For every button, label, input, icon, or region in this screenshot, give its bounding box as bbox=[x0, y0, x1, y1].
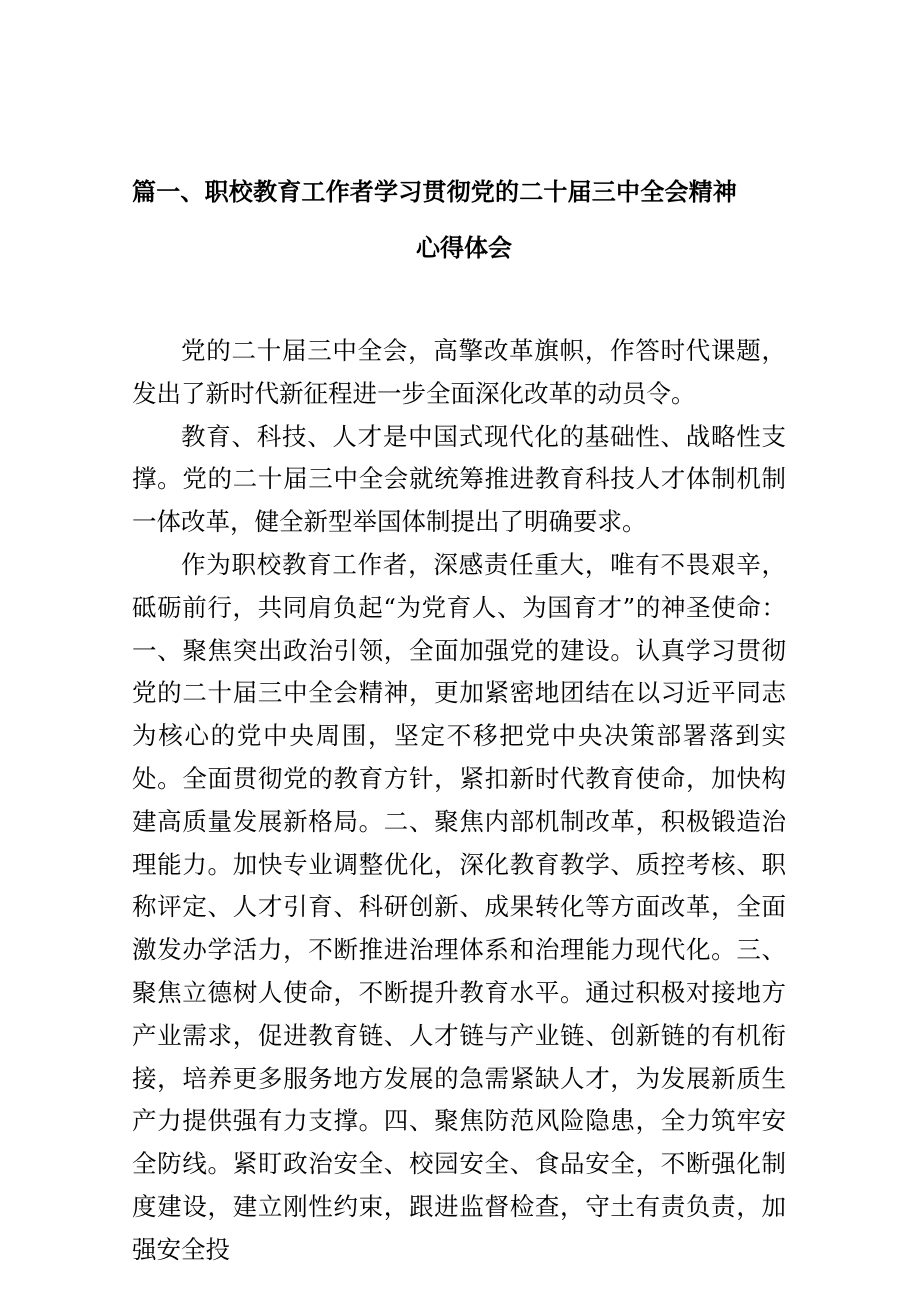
paragraph: 党的二十届三中全会，高擎改革旗帜，作答时代课题，发出了新时代新征程进一步全面深化改革的动员令。 bbox=[132, 336, 786, 408]
paragraph: 作为职校教育工作者，深感责任重大，唯有不畏艰辛，砥砺前行，共同肩负起“为党育人、为国育才”的神圣使命：一、聚焦突出政治引领，全面加强党的建设。认真学习贯彻党的二十届三中全会精神，更加紧密地团结在以习近平同志为核心的党中央周围，坚定不移把党中央决策部署落到实处。全面贯彻党的教育方针，紧扣新时代教育使命，加快构建高质量发展新格局。二、聚焦内部机制改革，积极锻造治理能力。加快专业调整优化，深化教育教学、质控考核、职称评定、人才引育、科研创新、成果转化等方面改革，全面激发办学活力，不断推进治理体系和治理能力现代化。三、聚焦立德树人使命，不断提升教育水平。通过积极对接地方产业需求，促进教育链、人才链与产业链、创新链的有机衔接，培养更多服务地方发展的急需紧缺人才，为发展新质生产力提供强有力支撑。四、聚焦防范风险隐患，全力筑牢安全防线。紧盯政治安全、校园安全、食品安全，不断强化制度建设，建立刚性约束，跟进监督检查，守土有责负责，加强安全投 bbox=[132, 549, 786, 1264]
document-body bbox=[132, 330, 786, 1272]
document-title: 篇一、职校教育工作者学习贯彻党的二十届三中全会精神 bbox=[132, 177, 737, 206]
paragraph: 教育、科技、人才是中国式现代化的基础性、战略性支撑。党的二十届三中全会就统筹推进教育科技人才体制机制一体改革，健全新型举国体制提出了明确要求。 bbox=[132, 421, 786, 537]
document-subtitle: 心得体会 bbox=[416, 233, 512, 262]
